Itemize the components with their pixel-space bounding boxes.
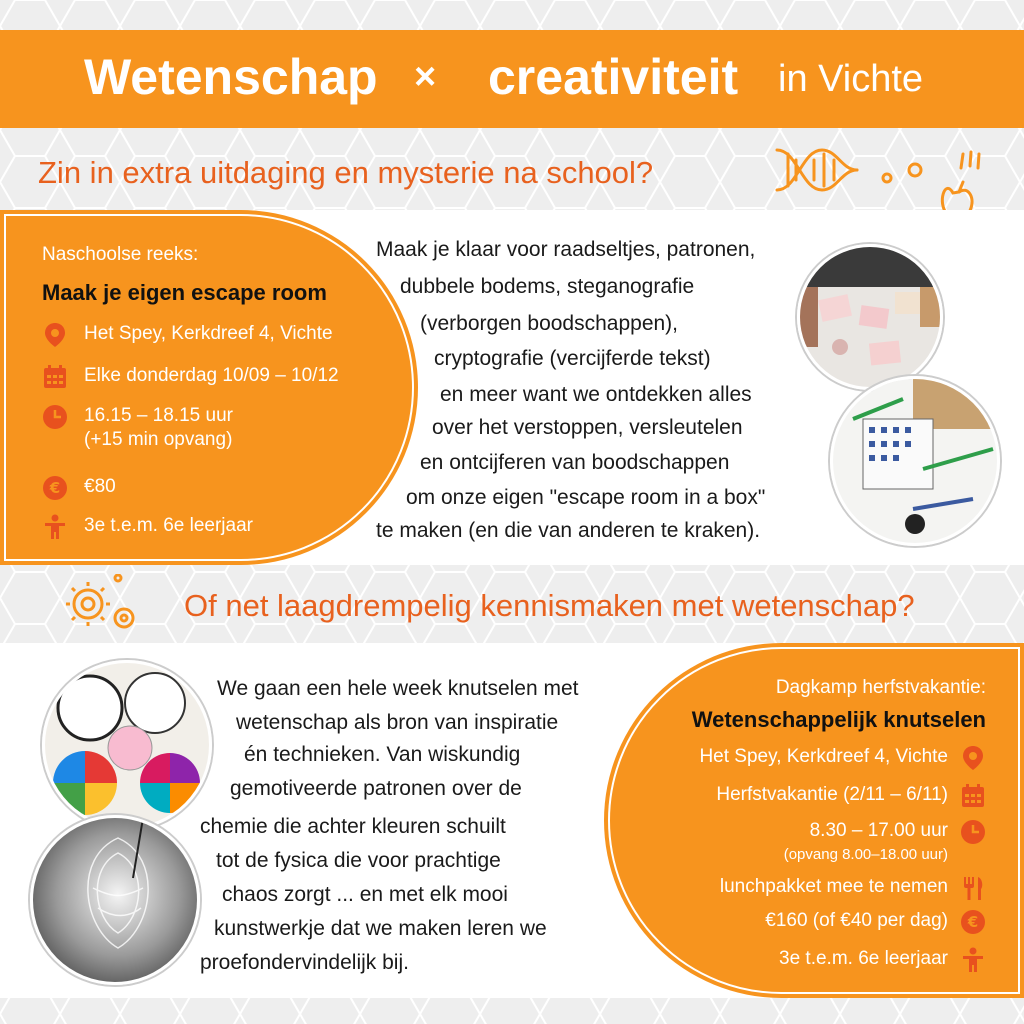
clock-icon bbox=[42, 404, 68, 430]
card-time bbox=[42, 404, 233, 452]
svg-text:€: € bbox=[49, 479, 61, 497]
card-label: Dagkamp herfstvakantie: bbox=[775, 677, 986, 698]
card-dates-text: Elke donderdag 10/09 – 10/12 bbox=[84, 365, 339, 386]
card-dates-text: Herfstvakantie (2/11 – 6/11) bbox=[716, 784, 948, 805]
calendar-icon bbox=[960, 783, 986, 809]
card-dates bbox=[42, 364, 339, 390]
header-location: in Vichte bbox=[778, 58, 924, 100]
card-time-note: (opvang 8.00–18.00 uur) bbox=[783, 846, 948, 863]
card-location-text: Het Spey, Kerkdreef 4, Vichte bbox=[699, 746, 948, 767]
card-time-text: 16.15 – 18.15 uur bbox=[84, 405, 233, 426]
section1-question: Zin in extra uitdaging en mysterie na school? bbox=[38, 155, 654, 190]
section2-line: wetenschap als bron van inspiratie bbox=[236, 711, 559, 734]
card-location-text: Het Spey, Kerkdreef 4, Vichte bbox=[84, 323, 333, 344]
header-banner bbox=[0, 30, 1024, 128]
calendar-icon bbox=[42, 364, 68, 390]
science-crafts-card bbox=[604, 643, 1024, 998]
section1-line: en ontcijferen van boodschappen bbox=[420, 451, 730, 474]
section1-line: dubbele bodems, steganografie bbox=[400, 275, 695, 298]
section2-line: tot de fysica die voor prachtige bbox=[216, 849, 501, 872]
section2-line: gemotiveerde patronen over de bbox=[230, 777, 522, 800]
section1-line: (verborgen boodschappen), bbox=[420, 312, 679, 335]
header-word-science: Wetenschap bbox=[84, 49, 378, 105]
section2-line: proefondervindelijk bij. bbox=[200, 951, 409, 974]
child-icon bbox=[42, 514, 68, 540]
section2-line: chaos zorgt ... en met elk mooi bbox=[222, 883, 508, 906]
svg-text:€: € bbox=[967, 913, 979, 931]
section1-line: Maak je klaar voor raadseltjes, patronen, bbox=[376, 238, 756, 261]
section2-line: kunstwerkje dat we maken leren we bbox=[214, 917, 547, 940]
card-price-text: €160 (of €40 per dag) bbox=[765, 910, 948, 931]
card-age bbox=[42, 514, 253, 540]
section1-line: cryptografie (vercijferde tekst) bbox=[434, 347, 711, 370]
escape-room-card bbox=[0, 210, 418, 565]
photo-color-wheels bbox=[42, 660, 212, 830]
section1-line: over het verstoppen, versleutelen bbox=[432, 416, 743, 439]
euro-icon bbox=[960, 909, 986, 935]
card-title: Maak je eigen escape room bbox=[42, 280, 327, 305]
section2-line: én technieken. Van wiskundig bbox=[244, 743, 521, 766]
section2-question: Of net laagdrempelig kennismaken met wetenschap? bbox=[184, 588, 915, 623]
card-location bbox=[699, 745, 986, 771]
euro-icon bbox=[42, 475, 68, 501]
card-price bbox=[765, 909, 986, 935]
card-label: Naschoolse reeks: bbox=[42, 244, 199, 265]
section1-line: te maken (en die van anderen te kraken). bbox=[376, 519, 761, 542]
photo-escape-room-puzzle bbox=[830, 376, 1000, 546]
card-price-text: €80 bbox=[84, 476, 116, 497]
card-lunch-text: lunchpakket mee te nemen bbox=[719, 876, 948, 897]
photo-chaos-pattern bbox=[30, 815, 200, 985]
section2-line: chemie die achter kleuren schuilt bbox=[200, 815, 506, 838]
clock-icon bbox=[960, 819, 986, 845]
section1-line: en meer want we ontdekken alles bbox=[440, 383, 752, 406]
section2-line: We gaan een hele week knutselen met bbox=[217, 677, 579, 700]
card-title: Wetenschappelijk knutselen bbox=[691, 707, 986, 732]
section1-line: om onze eigen "escape room in a box" bbox=[406, 486, 766, 509]
card-location bbox=[42, 322, 333, 348]
cutlery-icon bbox=[960, 875, 986, 901]
dna-icon bbox=[772, 140, 862, 200]
photo-escape-room-cards bbox=[797, 244, 943, 390]
card-lunch bbox=[720, 875, 986, 901]
card-time bbox=[784, 819, 986, 867]
card-time-text: 8.30 – 17.00 uur bbox=[809, 820, 948, 841]
card-price bbox=[42, 475, 116, 501]
card-time-note: (+15 min opvang) bbox=[84, 429, 233, 450]
location-pin-icon bbox=[960, 745, 986, 771]
card-dates bbox=[716, 783, 986, 809]
gears-icon bbox=[60, 574, 150, 636]
card-age bbox=[779, 947, 986, 973]
header-word-creativity: creativiteit bbox=[488, 49, 739, 105]
card-age-text: 3e t.e.m. 6e leerjaar bbox=[779, 948, 948, 969]
header-times-sign: × bbox=[414, 56, 437, 98]
card-age-text: 3e t.e.m. 6e leerjaar bbox=[84, 515, 253, 536]
location-pin-icon bbox=[42, 322, 68, 348]
child-icon bbox=[960, 947, 986, 973]
